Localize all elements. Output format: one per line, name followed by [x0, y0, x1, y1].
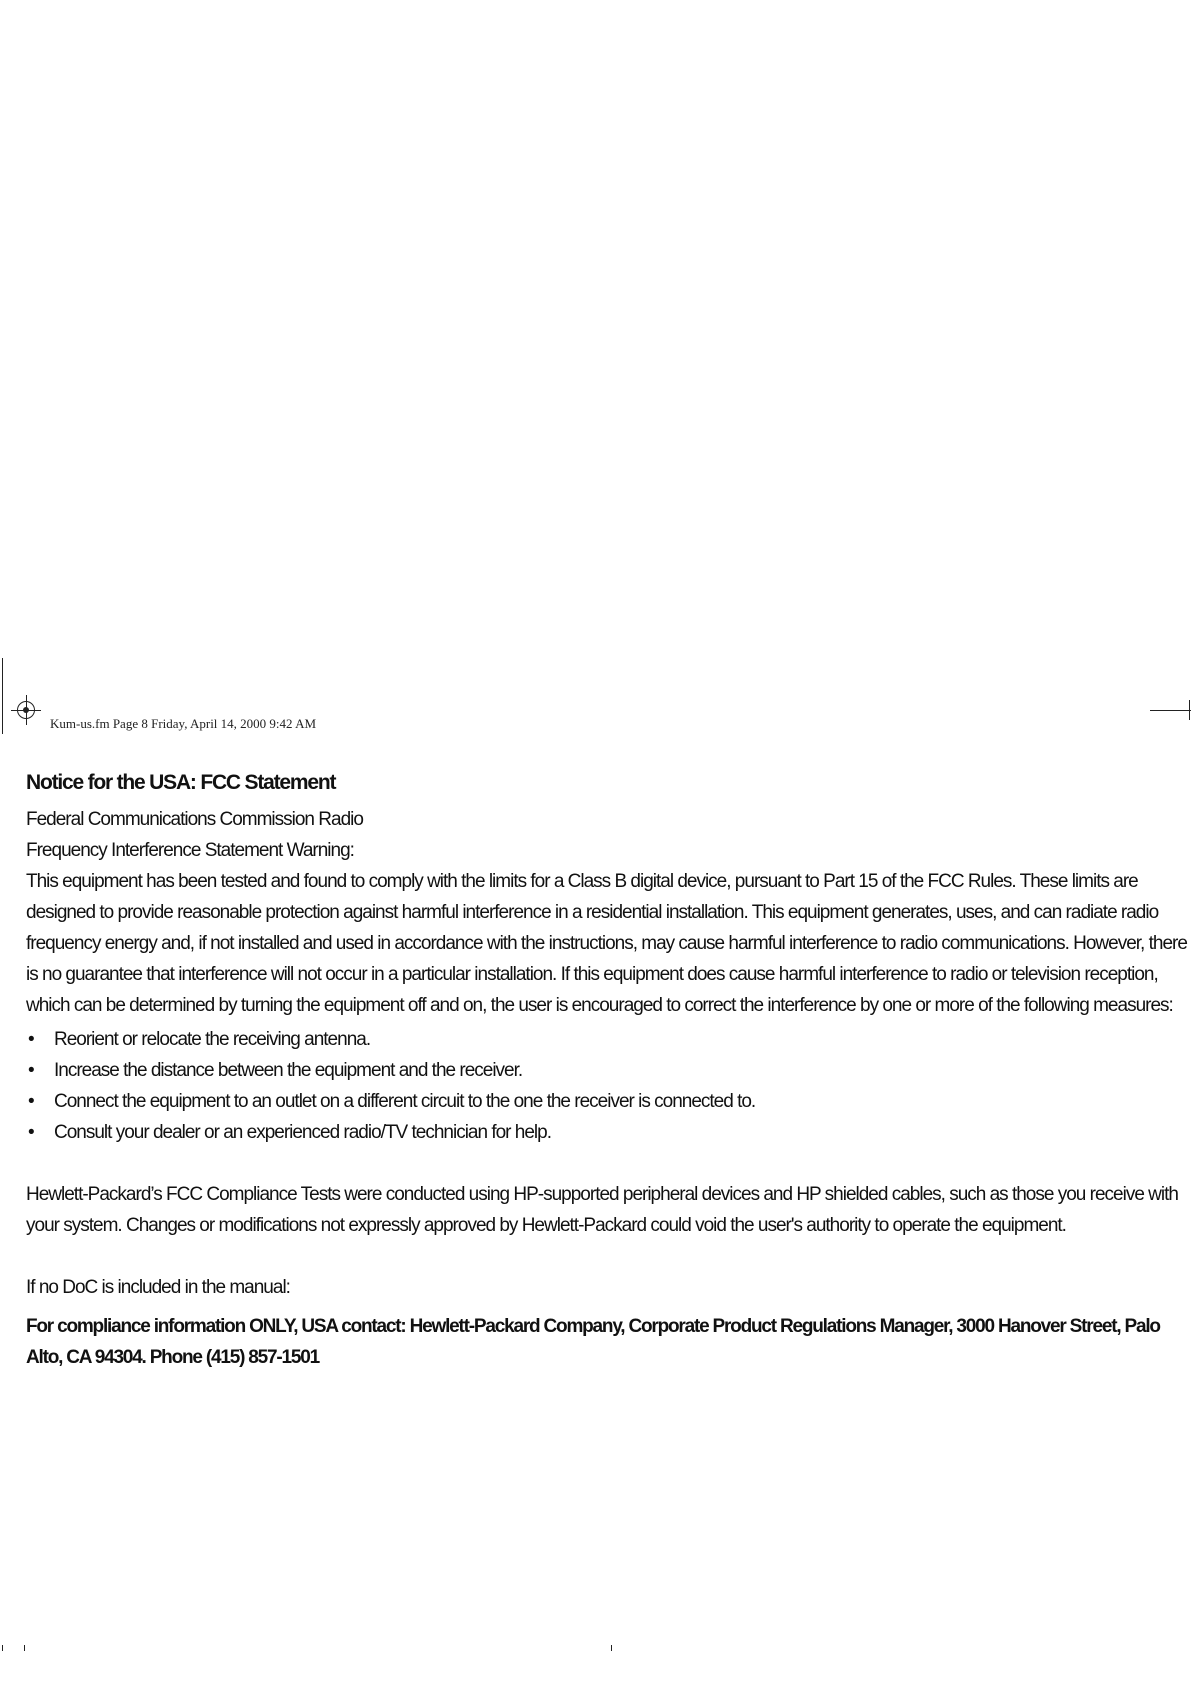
notice-subtitle-line-2: Frequency Interference Statement Warning: [26, 840, 354, 861]
compliance-tests-paragraph: Hewlett-Packard’s FCC Compliance Tests were conducted using HP-supported peripheral devices and HP shielded cables, such as those you receive with your system. Changes or modifications not expressly approved by Hewlett-Packard could void the user's authority to operate the equipment. [26, 1184, 1178, 1236]
measure-text: Increase the distance between the equipment and the receiver. [54, 1060, 523, 1081]
notice-body: This equipment has been tested and found to comply with the limits for a Class B digital device, pursuant to Part 15 of the FCC Rules. These limits are designed to provide reasonable protection against harmful interference in a residential installation. This equipment generates, uses, and can radiate radio frequency energy and, if not installed and used in accordance with the instructions, may cause harmful interference to radio communications. However, there is no guarantee that interference will not occur in a particular installation. If this equipment does cause harmful interference to radio or television reception, which can be determined by turning the equipment off and on, the user is encouraged to correct the interference by one or more of the following measures: [26, 871, 1187, 1016]
crop-mark-right-vertical [1189, 700, 1190, 720]
usa-contact-paragraph: For compliance information ONLY, USA contact: Hewlett-Packard Company, Corporate Product Regulations Manager, 3000 Hanover Street, Palo Alto, CA 94304. Phone (415) 857-1501 [26, 1316, 1160, 1368]
measures-list [26, 1024, 1191, 1148]
bullet-icon: • [28, 1060, 34, 1081]
measure-text: Connect the equipment to an outlet on a different circuit to the one the receiver is connected to. [54, 1091, 756, 1112]
crop-mark-left-vertical [2, 658, 3, 734]
crop-mark-right-horizontal [1150, 710, 1191, 711]
measure-text: Consult your dealer or an experienced radio/TV technician for help. [54, 1122, 551, 1143]
notice-title: Notice for the USA: FCC Statement [26, 771, 336, 794]
registration-mark-icon [17, 701, 35, 719]
file-info-header: Kum-us.fm Page 8 Friday, April 14, 2000 9:42 AM [50, 716, 317, 731]
bullet-icon: • [28, 1091, 34, 1112]
bullet-icon: • [28, 1122, 34, 1143]
list-item [26, 1024, 1191, 1055]
no-doc-note: If no DoC is included in the manual: [26, 1277, 290, 1298]
list-item [26, 1055, 1191, 1086]
crop-mark-bottom-left-1 [2, 1645, 3, 1651]
crop-mark-bottom-left-2 [24, 1645, 25, 1651]
list-item [26, 1086, 1191, 1117]
registration-mark-dot [23, 707, 29, 713]
fcc-notice [26, 768, 1191, 1373]
bullet-icon: • [28, 1029, 34, 1050]
measure-text: Reorient or relocate the receiving antenna. [54, 1029, 371, 1050]
notice-subtitle-line-1: Federal Communications Commission Radio [26, 809, 363, 830]
list-item [26, 1117, 1191, 1148]
crop-mark-bottom-center [611, 1645, 612, 1651]
